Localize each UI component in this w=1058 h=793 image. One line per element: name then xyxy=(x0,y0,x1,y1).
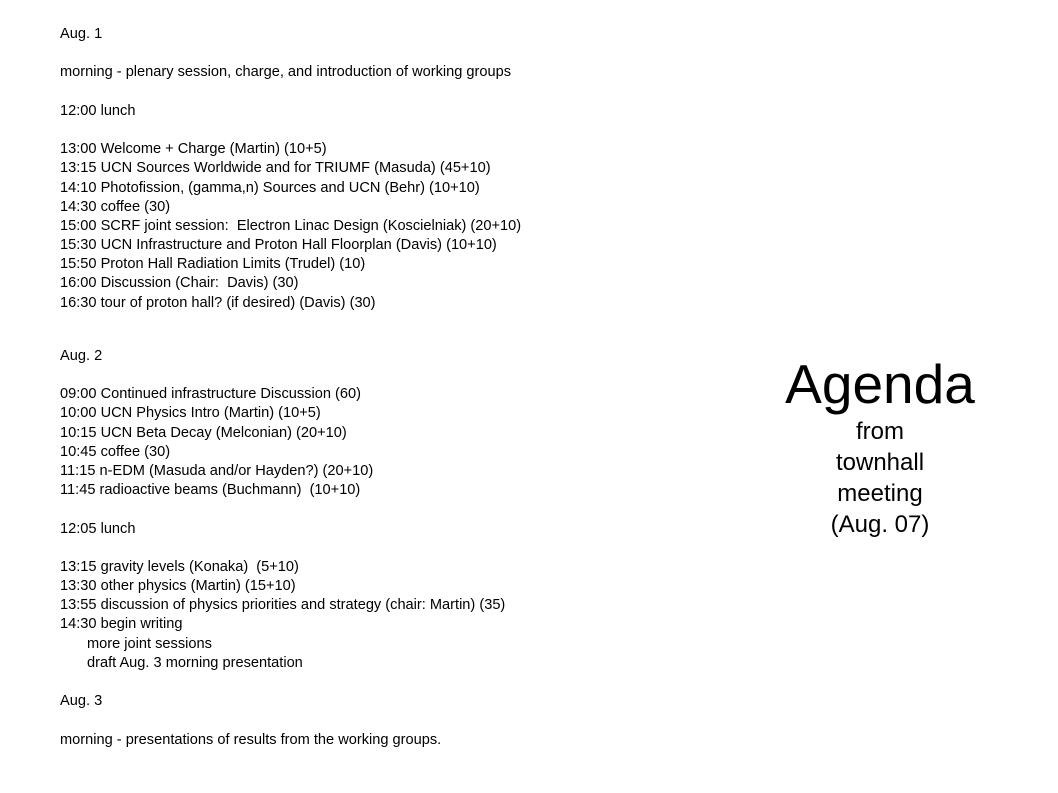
day3-heading: Aug. 3 xyxy=(60,693,103,710)
schedule-item: 14:30 coffee (30) xyxy=(60,198,171,215)
agenda-title-block xyxy=(760,352,1000,540)
schedule-item: 13:15 UCN Sources Worldwide and for TRIUMF (Masuda) (45+10) xyxy=(60,160,491,177)
schedule-item: 13:55 discussion of physics priorities and strategy (chair: Martin) (35) xyxy=(60,597,506,614)
schedule-item: 14:30 begin writing xyxy=(60,616,183,633)
title-subline: (Aug. 07) xyxy=(830,511,930,538)
schedule-item: 16:00 Discussion (Chair: Davis) (30) xyxy=(60,275,299,292)
title-subline: townhall xyxy=(835,449,925,476)
schedule-item: 16:30 tour of proton hall? (if desired) (Davis) (30) xyxy=(60,294,376,311)
schedule-item: 15:00 SCRF joint session: Electron Linac Design (Koscielniak) (20+10) xyxy=(60,217,522,234)
day2-lunch: 12:05 lunch xyxy=(60,520,136,537)
schedule-item: 11:15 n-EDM (Masuda and/or Hayden?) (20+10) xyxy=(60,462,374,479)
day1-lunch: 12:00 lunch xyxy=(60,102,136,119)
schedule-item: 11:45 radioactive beams (Buchmann) (10+10) xyxy=(60,482,361,499)
title-subline: meeting xyxy=(837,480,923,507)
schedule-item: 09:00 Continued infrastructure Discussion (60) xyxy=(60,386,361,403)
schedule-item: 10:45 coffee (30) xyxy=(60,443,171,460)
schedule-item: 14:10 Photofission, (gamma,n) Sources and UCN (Behr) (10+10) xyxy=(60,179,480,196)
schedule-item: 15:50 Proton Hall Radiation Limits (Trudel) (10) xyxy=(60,256,366,273)
day2-heading: Aug. 2 xyxy=(60,347,103,364)
page-title: Agenda xyxy=(785,353,975,415)
schedule-item: 13:15 gravity levels (Konaka) (5+10) xyxy=(60,558,299,575)
agenda-text xyxy=(60,25,740,750)
schedule-item: 10:00 UCN Physics Intro (Martin) (10+5) xyxy=(60,405,321,422)
schedule-subitem: draft Aug. 3 morning presentation xyxy=(87,654,303,671)
title-subline: from xyxy=(856,418,904,445)
schedule-subitem: more joint sessions xyxy=(87,635,212,652)
schedule-item: 15:30 UCN Infrastructure and Proton Hall Floorplan (Davis) (10+10) xyxy=(60,237,497,254)
day3-morning: morning - presentations of results from the working groups. xyxy=(60,731,442,748)
day1-heading: Aug. 1 xyxy=(60,26,103,42)
schedule-item: 10:15 UCN Beta Decay (Melconian) (20+10) xyxy=(60,424,347,441)
schedule-item: 13:30 other physics (Martin) (15+10) xyxy=(60,578,296,595)
day1-morning: morning - plenary session, charge, and introduction of working groups xyxy=(60,64,512,81)
schedule-item: 13:00 Welcome + Charge (Martin) (10+5) xyxy=(60,141,327,158)
